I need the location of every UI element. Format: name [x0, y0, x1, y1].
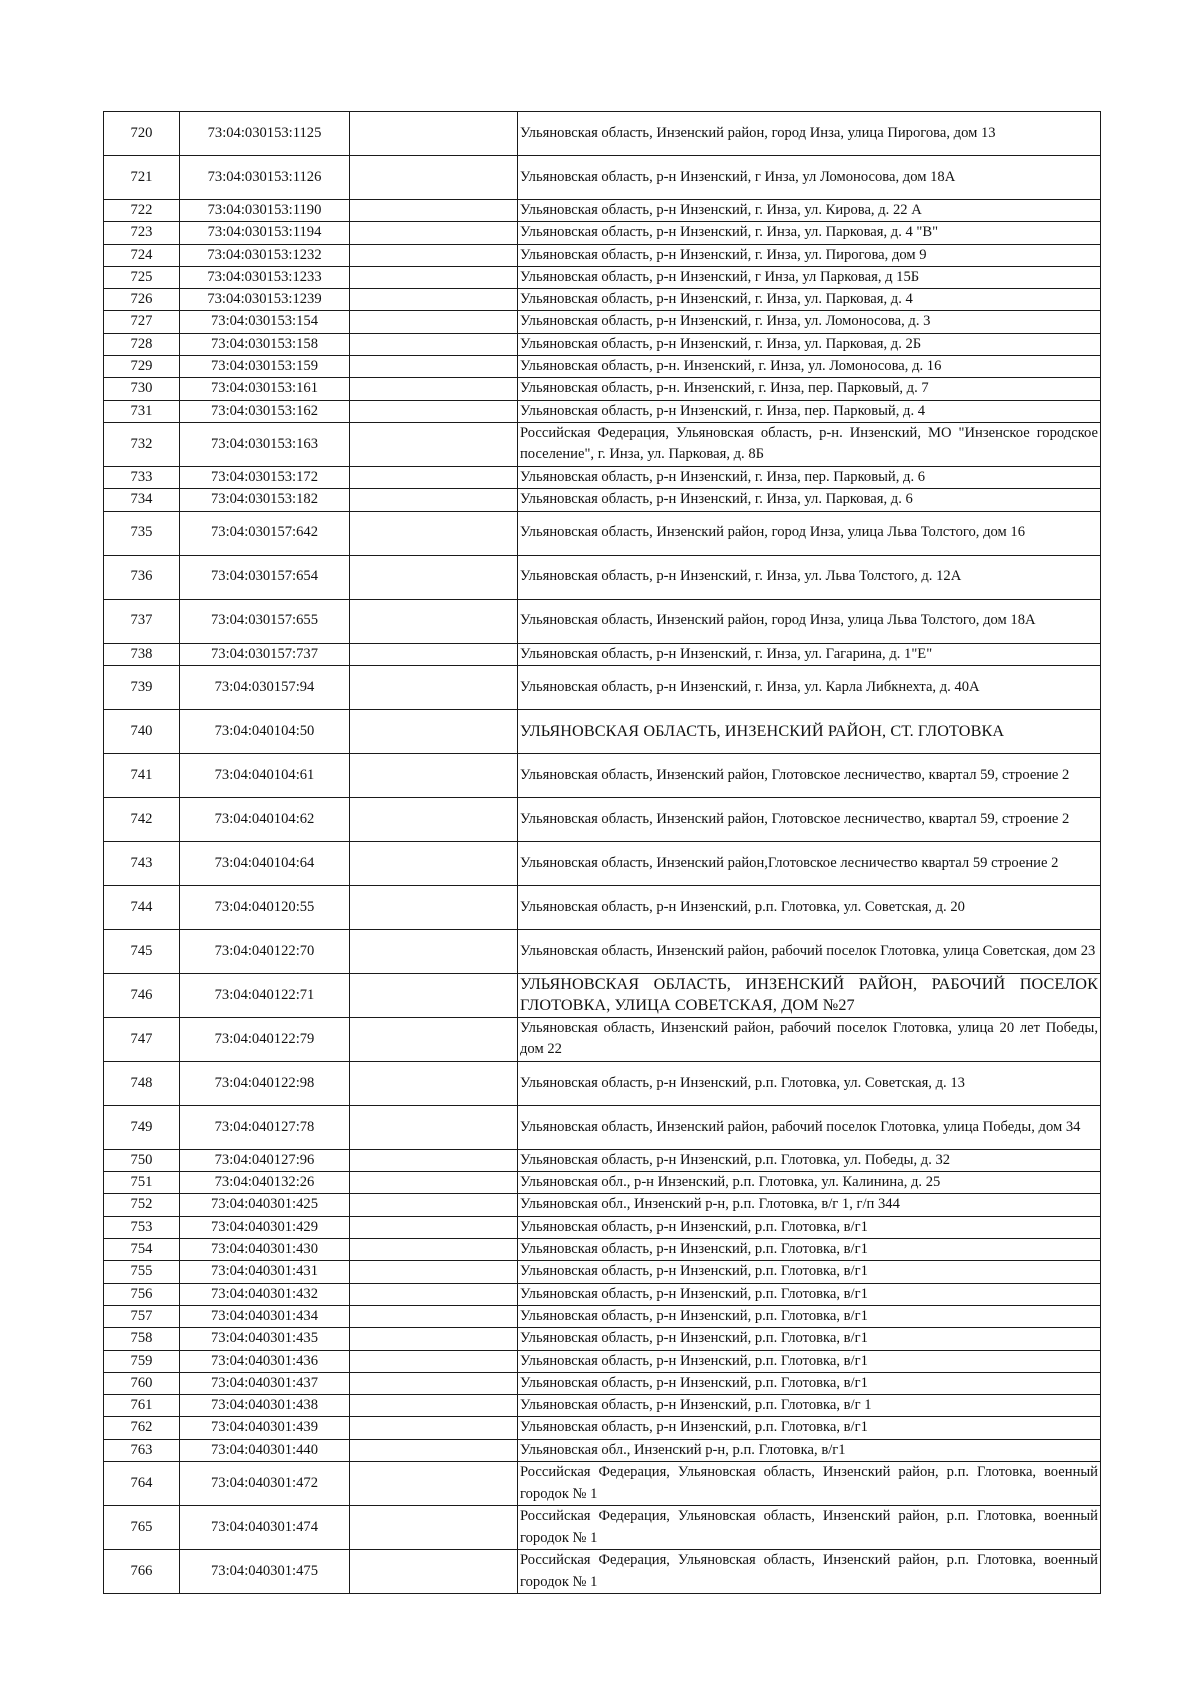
- table-row: [104, 1305, 1101, 1327]
- row-number-cell: 749: [104, 1105, 180, 1149]
- cadastral-number-cell: 73:04:040301:439: [180, 1417, 350, 1439]
- address-cell: Ульяновская область, р-н Инзенский, г. Инза, ул. Гагарина, д. 1"Е": [518, 643, 1101, 665]
- address-cell: Российская Федерация, Ульяновская область, Инзенский район, р.п. Глотовка, военный городок № 1: [518, 1550, 1101, 1594]
- address-cell: Российская Федерация, Ульяновская область, р-н. Инзенский, МО "Инзенское городское поселение", г. Инза, ул. Парковая, д. 8Б: [518, 422, 1101, 466]
- empty-cell: [350, 422, 518, 466]
- row-number-cell: 762: [104, 1417, 180, 1439]
- address-cell: Ульяновская область, р-н Инзенский, г. Инза, ул. Парковая, д. 6: [518, 489, 1101, 511]
- empty-cell: [350, 1350, 518, 1372]
- address-cell: Ульяновская область, р-н Инзенский, р.п. Глотовка, в/г1: [518, 1328, 1101, 1350]
- cadastral-number-cell: 73:04:030153:1194: [180, 222, 350, 244]
- address-cell: Ульяновская область, Инзенский район, Глотовское лесничество, квартал 59, строение 2: [518, 753, 1101, 797]
- table-row: [104, 1439, 1101, 1461]
- row-number-cell: 733: [104, 466, 180, 488]
- table-row: [104, 156, 1101, 200]
- table-row: [104, 311, 1101, 333]
- cadastral-number-cell: 73:04:030153:159: [180, 356, 350, 378]
- row-number-cell: 756: [104, 1283, 180, 1305]
- address-cell: УЛЬЯНОВСКАЯ ОБЛАСТЬ, ИНЗЕНСКИЙ РАЙОН, СТ. ГЛОТОВКА: [518, 709, 1101, 753]
- cadastral-number-cell: 73:04:030153:161: [180, 378, 350, 400]
- empty-cell: [350, 1172, 518, 1194]
- address-cell: Ульяновская обл., Инзенский р-н, р.п. Глотовка, в/г 1, г/п 344: [518, 1194, 1101, 1216]
- table-row: [104, 200, 1101, 222]
- empty-cell: [350, 489, 518, 511]
- empty-cell: [350, 1417, 518, 1439]
- empty-cell: [350, 1216, 518, 1238]
- empty-cell: [350, 1194, 518, 1216]
- row-number-cell: 724: [104, 244, 180, 266]
- empty-cell: [350, 1372, 518, 1394]
- cadastral-number-cell: 73:04:040301:434: [180, 1305, 350, 1327]
- table-row: [104, 289, 1101, 311]
- empty-cell: [350, 1462, 518, 1506]
- cadastral-number-cell: 73:04:040301:429: [180, 1216, 350, 1238]
- table-row: [104, 599, 1101, 643]
- empty-cell: [350, 1550, 518, 1594]
- address-cell: Ульяновская область, Инзенский район, рабочий поселок Глотовка, улица 20 лет Победы, дом 22: [518, 1017, 1101, 1061]
- table-row: [104, 378, 1101, 400]
- row-number-cell: 727: [104, 311, 180, 333]
- cadastral-number-cell: 73:04:040301:475: [180, 1550, 350, 1594]
- cadastral-number-cell: 73:04:030153:158: [180, 333, 350, 355]
- empty-cell: [350, 1017, 518, 1061]
- empty-cell: [350, 841, 518, 885]
- address-cell: Ульяновская обл., Инзенский р-н, р.п. Глотовка, в/г1: [518, 1439, 1101, 1461]
- row-number-cell: 765: [104, 1506, 180, 1550]
- row-number-cell: 735: [104, 511, 180, 555]
- table-row: [104, 1328, 1101, 1350]
- property-table: [103, 111, 1101, 1594]
- address-cell: Ульяновская область, р-н Инзенский, г. Инза, ул. Льва Толстого, д. 12А: [518, 555, 1101, 599]
- empty-cell: [350, 1305, 518, 1327]
- table-row: [104, 973, 1101, 1017]
- row-number-cell: 742: [104, 797, 180, 841]
- table-row: [104, 885, 1101, 929]
- address-cell: Ульяновская область, р-н Инзенский, г. Инза, ул. Пирогова, дом 9: [518, 244, 1101, 266]
- address-cell: Ульяновская область, р-н Инзенский, р.п. Глотовка, в/г1: [518, 1261, 1101, 1283]
- address-cell: Ульяновская область, р-н. Инзенский, г. Инза, ул. Ломоносова, д. 16: [518, 356, 1101, 378]
- cadastral-number-cell: 73:04:040104:62: [180, 797, 350, 841]
- address-cell: Ульяновская область, р-н Инзенский, г Инза, ул Парковая, д 15Б: [518, 266, 1101, 288]
- table-row: [104, 1105, 1101, 1149]
- address-cell: Ульяновская область, р-н Инзенский, г Инза, ул Ломоносова, дом 18А: [518, 156, 1101, 200]
- cadastral-number-cell: 73:04:040104:61: [180, 753, 350, 797]
- row-number-cell: 754: [104, 1239, 180, 1261]
- table-row: [104, 753, 1101, 797]
- cadastral-number-cell: 73:04:040122:71: [180, 973, 350, 1017]
- empty-cell: [350, 1149, 518, 1171]
- row-number-cell: 723: [104, 222, 180, 244]
- table-row: [104, 222, 1101, 244]
- table-row: [104, 1239, 1101, 1261]
- address-cell: Ульяновская область, Инзенский район,Глотовское лесничество квартал 59 строение 2: [518, 841, 1101, 885]
- row-number-cell: 751: [104, 1172, 180, 1194]
- row-number-cell: 722: [104, 200, 180, 222]
- cadastral-number-cell: 73:04:040120:55: [180, 885, 350, 929]
- row-number-cell: 725: [104, 266, 180, 288]
- cadastral-number-cell: 73:04:030153:162: [180, 400, 350, 422]
- row-number-cell: 732: [104, 422, 180, 466]
- row-number-cell: 753: [104, 1216, 180, 1238]
- empty-cell: [350, 222, 518, 244]
- row-number-cell: 720: [104, 112, 180, 156]
- table-row: [104, 511, 1101, 555]
- address-cell: Российская Федерация, Ульяновская область, Инзенский район, р.п. Глотовка, военный городок № 1: [518, 1462, 1101, 1506]
- empty-cell: [350, 1283, 518, 1305]
- row-number-cell: 747: [104, 1017, 180, 1061]
- address-cell: Российская Федерация, Ульяновская область, Инзенский район, р.п. Глотовка, военный городок № 1: [518, 1506, 1101, 1550]
- cadastral-number-cell: 73:04:040104:50: [180, 709, 350, 753]
- empty-cell: [350, 400, 518, 422]
- table-row: [104, 1417, 1101, 1439]
- table-row: [104, 1261, 1101, 1283]
- cadastral-number-cell: 73:04:040301:432: [180, 1283, 350, 1305]
- address-cell: Ульяновская область, р-н Инзенский, р.п. Глотовка, в/г1: [518, 1372, 1101, 1394]
- cadastral-number-cell: 73:04:030157:94: [180, 665, 350, 709]
- row-number-cell: 744: [104, 885, 180, 929]
- cadastral-number-cell: 73:04:040122:79: [180, 1017, 350, 1061]
- row-number-cell: 759: [104, 1350, 180, 1372]
- empty-cell: [350, 1105, 518, 1149]
- cadastral-number-cell: 73:04:040301:425: [180, 1194, 350, 1216]
- address-cell: Ульяновская область, Инзенский район, рабочий поселок Глотовка, улица Советская, дом 23: [518, 929, 1101, 973]
- row-number-cell: 750: [104, 1149, 180, 1171]
- empty-cell: [350, 266, 518, 288]
- cadastral-number-cell: 73:04:040301:436: [180, 1350, 350, 1372]
- empty-cell: [350, 356, 518, 378]
- address-cell: Ульяновская область, р-н Инзенский, г. Инза, ул. Кирова, д. 22 А: [518, 200, 1101, 222]
- table-row: [104, 1506, 1101, 1550]
- cadastral-number-cell: 73:04:040301:430: [180, 1239, 350, 1261]
- empty-cell: [350, 1395, 518, 1417]
- empty-cell: [350, 1239, 518, 1261]
- address-cell: Ульяновская область, р-н Инзенский, г. Инза, ул. Парковая, д. 4: [518, 289, 1101, 311]
- empty-cell: [350, 973, 518, 1017]
- cadastral-number-cell: 73:04:040301:474: [180, 1506, 350, 1550]
- table-row: [104, 400, 1101, 422]
- table-row: [104, 1149, 1101, 1171]
- address-cell: Ульяновская область, Инзенский район, город Инза, улица Льва Толстого, дом 18А: [518, 599, 1101, 643]
- table-row: [104, 466, 1101, 488]
- address-cell: Ульяновская область, р-н Инзенский, р.п. Глотовка, в/г 1: [518, 1395, 1101, 1417]
- empty-cell: [350, 156, 518, 200]
- row-number-cell: 731: [104, 400, 180, 422]
- table-row: [104, 422, 1101, 466]
- table-row: [104, 333, 1101, 355]
- row-number-cell: 739: [104, 665, 180, 709]
- row-number-cell: 748: [104, 1061, 180, 1105]
- row-number-cell: 726: [104, 289, 180, 311]
- address-cell: Ульяновская область, р-н Инзенский, р.п. Глотовка, в/г1: [518, 1216, 1101, 1238]
- cadastral-number-cell: 73:04:030153:154: [180, 311, 350, 333]
- table-row: [104, 929, 1101, 973]
- empty-cell: [350, 311, 518, 333]
- cadastral-number-cell: 73:04:030153:172: [180, 466, 350, 488]
- row-number-cell: 761: [104, 1395, 180, 1417]
- table-row: [104, 797, 1101, 841]
- document-page: [103, 111, 1100, 1594]
- row-number-cell: 746: [104, 973, 180, 1017]
- address-cell: Ульяновская область, р-н Инзенский, г. Инза, ул. Ломоносова, д. 3: [518, 311, 1101, 333]
- cadastral-number-cell: 73:04:040301:472: [180, 1462, 350, 1506]
- cadastral-number-cell: 73:04:030153:163: [180, 422, 350, 466]
- cadastral-number-cell: 73:04:040301:440: [180, 1439, 350, 1461]
- empty-cell: [350, 643, 518, 665]
- table-row: [104, 841, 1101, 885]
- empty-cell: [350, 333, 518, 355]
- address-cell: Ульяновская область, Инзенский район, рабочий поселок Глотовка, улица Победы, дом 34: [518, 1105, 1101, 1149]
- address-cell: Ульяновская область, Инзенский район, город Инза, улица Льва Толстого, дом 16: [518, 511, 1101, 555]
- empty-cell: [350, 797, 518, 841]
- cadastral-number-cell: 73:04:030153:1126: [180, 156, 350, 200]
- table-row: [104, 665, 1101, 709]
- row-number-cell: 730: [104, 378, 180, 400]
- table-row: [104, 244, 1101, 266]
- row-number-cell: 752: [104, 1194, 180, 1216]
- table-row: [104, 1372, 1101, 1394]
- row-number-cell: 729: [104, 356, 180, 378]
- cadastral-number-cell: 73:04:040132:26: [180, 1172, 350, 1194]
- cadastral-number-cell: 73:04:040301:438: [180, 1395, 350, 1417]
- empty-cell: [350, 1328, 518, 1350]
- row-number-cell: 763: [104, 1439, 180, 1461]
- table-row: [104, 1395, 1101, 1417]
- row-number-cell: 760: [104, 1372, 180, 1394]
- table-body: [104, 112, 1101, 1594]
- address-cell: Ульяновская область, р-н Инзенский, г. Инза, пер. Парковый, д. 4: [518, 400, 1101, 422]
- table-row: [104, 1462, 1101, 1506]
- address-cell: Ульяновская область, р-н Инзенский, р.п. Глотовка, в/г1: [518, 1239, 1101, 1261]
- cadastral-number-cell: 73:04:040127:96: [180, 1149, 350, 1171]
- cadastral-number-cell: 73:04:040122:70: [180, 929, 350, 973]
- table-row: [104, 1172, 1101, 1194]
- row-number-cell: 734: [104, 489, 180, 511]
- address-cell: Ульяновская область, р-н Инзенский, г. Инза, ул. Парковая, д. 4 "В": [518, 222, 1101, 244]
- cadastral-number-cell: 73:04:030153:182: [180, 489, 350, 511]
- cadastral-number-cell: 73:04:030157:655: [180, 599, 350, 643]
- row-number-cell: 728: [104, 333, 180, 355]
- row-number-cell: 745: [104, 929, 180, 973]
- address-cell: Ульяновская область, р-н Инзенский, г. Инза, пер. Парковый, д. 6: [518, 466, 1101, 488]
- empty-cell: [350, 289, 518, 311]
- empty-cell: [350, 244, 518, 266]
- row-number-cell: 755: [104, 1261, 180, 1283]
- cadastral-number-cell: 73:04:040104:64: [180, 841, 350, 885]
- row-number-cell: 738: [104, 643, 180, 665]
- cadastral-number-cell: 73:04:030153:1239: [180, 289, 350, 311]
- table-row: [104, 1550, 1101, 1594]
- cadastral-number-cell: 73:04:030153:1190: [180, 200, 350, 222]
- empty-cell: [350, 1261, 518, 1283]
- address-cell: Ульяновская область, Инзенский район, Глотовское лесничество, квартал 59, строение 2: [518, 797, 1101, 841]
- table-row: [104, 555, 1101, 599]
- empty-cell: [350, 709, 518, 753]
- empty-cell: [350, 378, 518, 400]
- cadastral-number-cell: 73:04:030153:1232: [180, 244, 350, 266]
- cadastral-number-cell: 73:04:030157:642: [180, 511, 350, 555]
- address-cell: Ульяновская область, р-н Инзенский, р.п. Глотовка, в/г1: [518, 1283, 1101, 1305]
- table-row: [104, 356, 1101, 378]
- address-cell: Ульяновская область, р-н Инзенский, р.п. Глотовка, в/г1: [518, 1417, 1101, 1439]
- cadastral-number-cell: 73:04:030153:1233: [180, 266, 350, 288]
- empty-cell: [350, 1439, 518, 1461]
- address-cell: Ульяновская область, р-н Инзенский, р.п. Глотовка, в/г1: [518, 1305, 1101, 1327]
- row-number-cell: 758: [104, 1328, 180, 1350]
- row-number-cell: 766: [104, 1550, 180, 1594]
- address-cell: Ульяновская область, р-н Инзенский, р.п. Глотовка, ул. Победы, д. 32: [518, 1149, 1101, 1171]
- cadastral-number-cell: 73:04:040301:435: [180, 1328, 350, 1350]
- table-row: [104, 1017, 1101, 1061]
- row-number-cell: 743: [104, 841, 180, 885]
- empty-cell: [350, 665, 518, 709]
- empty-cell: [350, 200, 518, 222]
- row-number-cell: 741: [104, 753, 180, 797]
- table-row: [104, 112, 1101, 156]
- cadastral-number-cell: 73:04:040301:437: [180, 1372, 350, 1394]
- table-row: [104, 643, 1101, 665]
- table-row: [104, 1061, 1101, 1105]
- empty-cell: [350, 112, 518, 156]
- table-row: [104, 1350, 1101, 1372]
- cadastral-number-cell: 73:04:030157:654: [180, 555, 350, 599]
- table-row: [104, 1194, 1101, 1216]
- row-number-cell: 721: [104, 156, 180, 200]
- row-number-cell: 740: [104, 709, 180, 753]
- address-cell: Ульяновская область, р-н Инзенский, р.п. Глотовка, ул. Советская, д. 13: [518, 1061, 1101, 1105]
- address-cell: Ульяновская обл., р-н Инзенский, р.п. Глотовка, ул. Калинина, д. 25: [518, 1172, 1101, 1194]
- empty-cell: [350, 1506, 518, 1550]
- empty-cell: [350, 599, 518, 643]
- cadastral-number-cell: 73:04:030157:737: [180, 643, 350, 665]
- cadastral-number-cell: 73:04:040122:98: [180, 1061, 350, 1105]
- empty-cell: [350, 466, 518, 488]
- table-row: [104, 266, 1101, 288]
- cadastral-number-cell: 73:04:040127:78: [180, 1105, 350, 1149]
- table-row: [104, 709, 1101, 753]
- cadastral-number-cell: 73:04:040301:431: [180, 1261, 350, 1283]
- empty-cell: [350, 929, 518, 973]
- empty-cell: [350, 885, 518, 929]
- address-cell: УЛЬЯНОВСКАЯ ОБЛАСТЬ, ИНЗЕНСКИЙ РАЙОН, РАБОЧИЙ ПОСЕЛОК ГЛОТОВКА, УЛИЦА СОВЕТСКАЯ, ДОМ №27: [518, 973, 1101, 1017]
- row-number-cell: 737: [104, 599, 180, 643]
- address-cell: Ульяновская область, р-н Инзенский, г. Инза, ул. Парковая, д. 2Б: [518, 333, 1101, 355]
- table-row: [104, 1216, 1101, 1238]
- table-row: [104, 489, 1101, 511]
- address-cell: Ульяновская область, р-н Инзенский, р.п. Глотовка, ул. Советская, д. 20: [518, 885, 1101, 929]
- address-cell: Ульяновская область, р-н Инзенский, р.п. Глотовка, в/г1: [518, 1350, 1101, 1372]
- empty-cell: [350, 555, 518, 599]
- empty-cell: [350, 511, 518, 555]
- empty-cell: [350, 753, 518, 797]
- table-row: [104, 1283, 1101, 1305]
- address-cell: Ульяновская область, р-н Инзенский, г. Инза, ул. Карла Либкнехта, д. 40А: [518, 665, 1101, 709]
- row-number-cell: 764: [104, 1462, 180, 1506]
- empty-cell: [350, 1061, 518, 1105]
- address-cell: Ульяновская область, р-н. Инзенский, г. Инза, пер. Парковый, д. 7: [518, 378, 1101, 400]
- cadastral-number-cell: 73:04:030153:1125: [180, 112, 350, 156]
- row-number-cell: 736: [104, 555, 180, 599]
- address-cell: Ульяновская область, Инзенский район, город Инза, улица Пирогова, дом 13: [518, 112, 1101, 156]
- row-number-cell: 757: [104, 1305, 180, 1327]
